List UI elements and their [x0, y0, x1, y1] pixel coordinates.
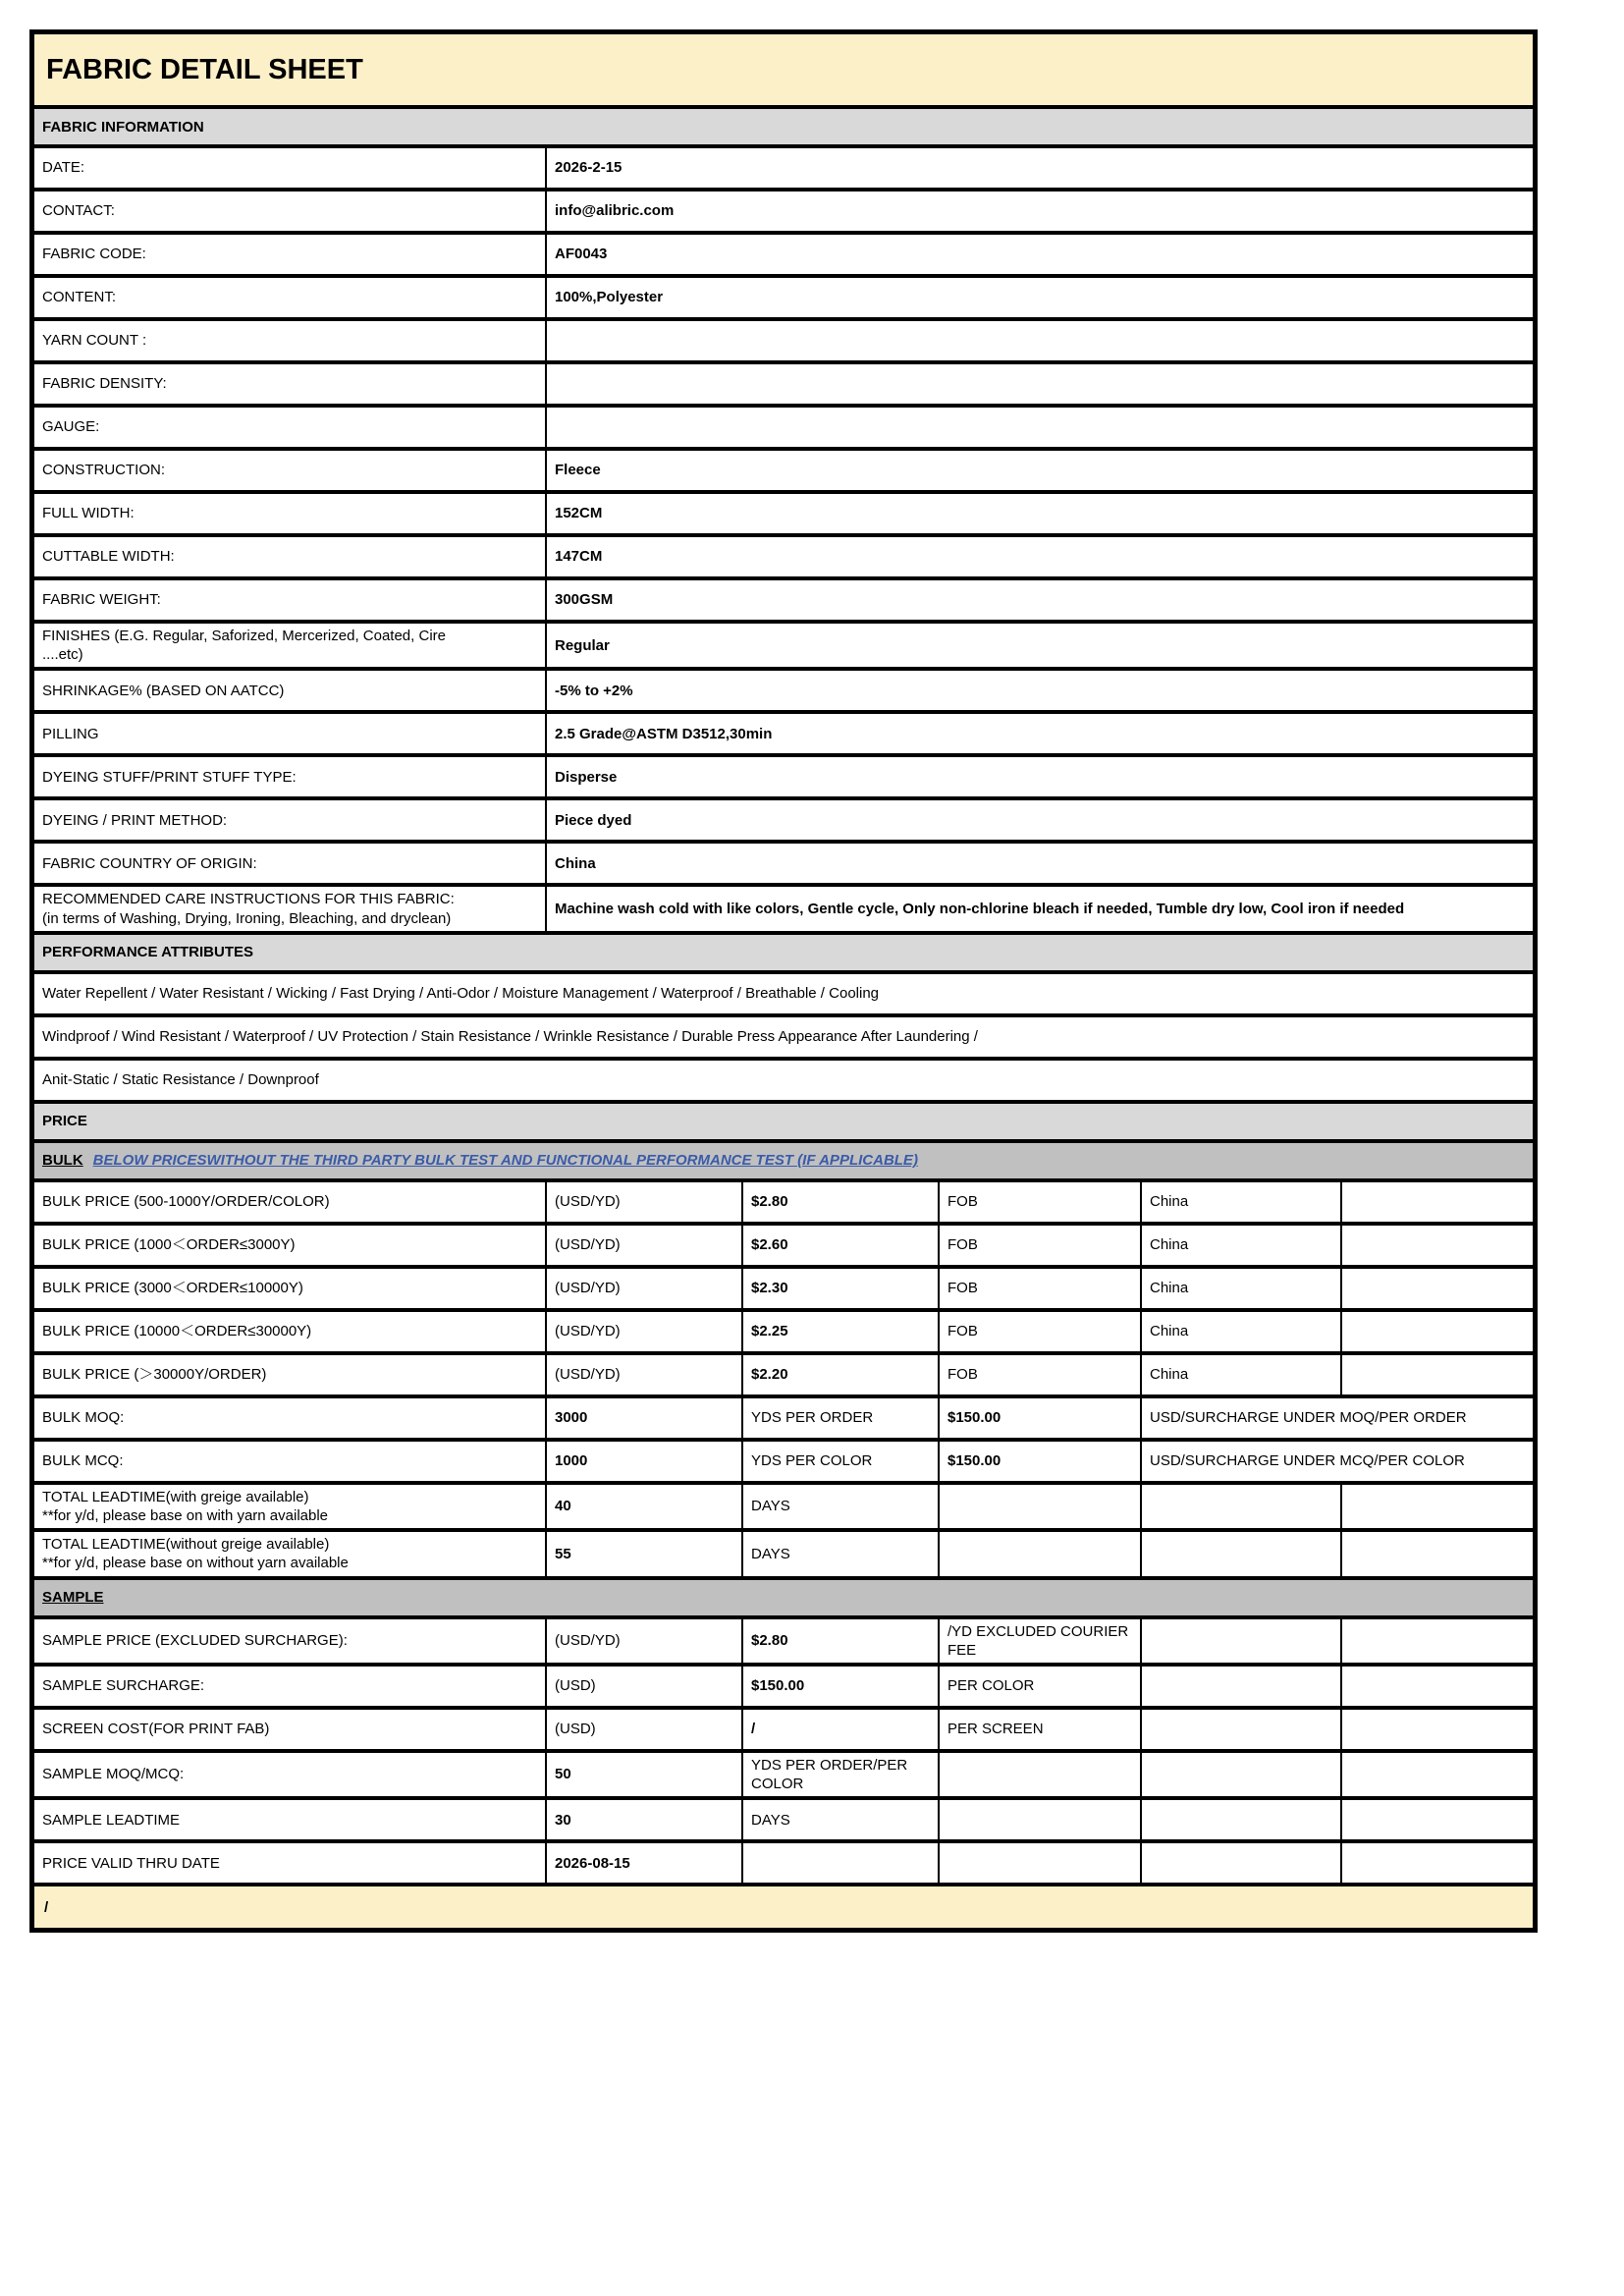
- sample-unit: (USD/YD): [545, 1619, 741, 1663]
- empty-cell: [1340, 1710, 1533, 1749]
- empty-cell: [938, 1800, 1140, 1839]
- empty-cell: [1140, 1532, 1340, 1575]
- bulk-price-unit: (USD/YD): [545, 1312, 741, 1351]
- empty-cell: [1140, 1843, 1340, 1883]
- info-value: Regular: [545, 624, 1533, 667]
- info-row-dyeing-method: [34, 796, 1533, 840]
- info-value: AF0043: [545, 235, 1533, 274]
- subsection-header-sample: [34, 1576, 1533, 1615]
- empty-cell: [938, 1485, 1140, 1528]
- info-row-full-width: [34, 490, 1533, 533]
- sample-value: 2026-08-15: [545, 1843, 741, 1883]
- leadtime-value: 40: [545, 1485, 741, 1528]
- info-value: [545, 321, 1533, 360]
- bulk-mcq-qty: 1000: [545, 1442, 741, 1481]
- performance-text: Water Repellent / Water Resistant / Wicking / Fast Drying / Anti-Odor / Moisture Management / Waterproof / Breathable / Cooling: [42, 985, 880, 1003]
- info-row-gauge: [34, 404, 1533, 447]
- leadtime-label-line2: **for y/d, please base on with yarn available: [42, 1506, 329, 1524]
- info-label: CONTENT:: [42, 289, 116, 306]
- sample-label: SCREEN COST(FOR PRINT FAB): [42, 1721, 270, 1738]
- sample-label: SAMPLE MOQ/MCQ:: [42, 1766, 185, 1783]
- subsection-header-bulk: [34, 1139, 1533, 1178]
- info-label: [34, 624, 545, 667]
- bulk-price-unit: (USD/YD): [545, 1355, 741, 1394]
- empty-cell: [741, 1843, 938, 1883]
- sample-value: 50: [545, 1753, 741, 1796]
- empty-cell: [1340, 1843, 1533, 1883]
- sample-value: $2.80: [741, 1619, 938, 1663]
- info-label: DATE:: [42, 159, 85, 177]
- sample-label: SAMPLE SURCHARGE:: [42, 1677, 205, 1695]
- bulk-price-term: FOB: [938, 1182, 1140, 1222]
- section-header-fabric-information: FABRIC INFORMATION: [34, 105, 1533, 144]
- bulk-mcq-fee: $150.00: [938, 1442, 1140, 1481]
- bulk-note-link-text: BELOW PRICESWITHOUT THE THIRD PARTY BULK TEST AND FUNCTIONAL PERFORMANCE TEST (IF APPLICABLE): [92, 1152, 918, 1170]
- info-label-line1: FINISHES (E.G. Regular, Saforized, Mercerized, Coated, Cire: [42, 628, 446, 644]
- performance-row: [34, 1013, 1533, 1057]
- leadtime-label-line1: TOTAL LEADTIME(without greige available): [42, 1536, 330, 1554]
- info-row-yarn-count: [34, 317, 1533, 360]
- info-value: Fleece: [545, 451, 1533, 490]
- empty-cell: [1340, 1312, 1533, 1351]
- fabric-detail-sheet: [29, 29, 1538, 1933]
- info-row-construction: [34, 447, 1533, 490]
- sample-row-leadtime: [34, 1796, 1533, 1839]
- leadtime-label: [34, 1532, 545, 1575]
- empty-cell: [1140, 1710, 1340, 1749]
- info-value: China: [545, 844, 1533, 883]
- section-header-price: PRICE: [34, 1100, 1533, 1139]
- bulk-price-label: BULK PRICE (1000＜ORDER≤3000Y): [42, 1236, 296, 1254]
- bulk-price-value: $2.60: [741, 1226, 938, 1265]
- bulk-title: BULK: [42, 1152, 83, 1170]
- info-label-line2: (in terms of Washing, Drying, Ironing, Bleaching, and dryclean): [42, 909, 452, 927]
- info-label: DYEING / PRINT METHOD:: [42, 811, 228, 829]
- bulk-moq-qty: 3000: [545, 1398, 741, 1438]
- info-label: YARN COUNT :: [42, 332, 147, 350]
- info-row-pilling: [34, 710, 1533, 753]
- empty-cell: [938, 1753, 1140, 1796]
- empty-cell: [1340, 1532, 1533, 1575]
- info-label: CUTTABLE WIDTH:: [42, 548, 175, 566]
- info-value: -5% to +2%: [545, 671, 1533, 710]
- bulk-price-origin: China: [1140, 1182, 1340, 1222]
- sample-unit: (USD): [545, 1710, 741, 1749]
- bulk-price-label: BULK PRICE (500-1000Y/ORDER/COLOR): [42, 1193, 330, 1211]
- performance-row: [34, 1057, 1533, 1100]
- sample-unit: (USD): [545, 1667, 741, 1706]
- info-label: FABRIC COUNTRY OF ORIGIN:: [42, 854, 257, 872]
- bulk-mcq-unit: YDS PER COLOR: [741, 1442, 938, 1481]
- info-value: Piece dyed: [545, 800, 1533, 840]
- sample-note: /YD EXCLUDED COURIER FEE: [938, 1619, 1140, 1663]
- info-label: FABRIC WEIGHT:: [42, 591, 161, 609]
- leadtime-label-line2: **for y/d, please base on without yarn available: [42, 1555, 349, 1572]
- sample-unit: YDS PER ORDER/PER COLOR: [741, 1753, 938, 1796]
- leadtime-unit: DAYS: [741, 1485, 938, 1528]
- performance-row: [34, 970, 1533, 1013]
- leadtime-label-line1: TOTAL LEADTIME(with greige available): [42, 1488, 309, 1505]
- bulk-price-row: [34, 1265, 1533, 1308]
- empty-cell: [1140, 1667, 1340, 1706]
- info-value: 152CM: [545, 494, 1533, 533]
- info-value: 2026-2-15: [545, 148, 1533, 188]
- performance-text: Anit-Static / Static Resistance / Downproof: [42, 1071, 319, 1089]
- info-row-care-instructions: [34, 883, 1533, 930]
- info-label: CONSTRUCTION:: [42, 462, 165, 479]
- sample-row-screen-cost: [34, 1706, 1533, 1749]
- sample-row-moq: [34, 1749, 1533, 1796]
- bulk-price-origin: China: [1140, 1269, 1340, 1308]
- bulk-moq-note: USD/SURCHARGE UNDER MOQ/PER ORDER: [1140, 1398, 1533, 1438]
- page-title: FABRIC DETAIL SHEET: [34, 34, 1533, 105]
- bulk-moq-unit: YDS PER ORDER: [741, 1398, 938, 1438]
- sample-row-price: [34, 1615, 1533, 1663]
- info-row-country-of-origin: [34, 840, 1533, 883]
- bulk-price-unit: (USD/YD): [545, 1182, 741, 1222]
- info-label: FULL WIDTH:: [42, 505, 135, 522]
- info-value: Machine wash cold with like colors, Gentle cycle, Only non-chlorine bleach if needed, Tumble dry low, Cool iron if needed: [545, 887, 1533, 930]
- sample-row-price-valid: [34, 1839, 1533, 1883]
- info-label: FABRIC DENSITY:: [42, 375, 167, 393]
- info-row-content: [34, 274, 1533, 317]
- empty-cell: [1340, 1355, 1533, 1394]
- empty-cell: [1340, 1182, 1533, 1222]
- empty-cell: [1340, 1753, 1533, 1796]
- sample-unit: DAYS: [741, 1800, 938, 1839]
- section-header-performance-attributes: PERFORMANCE ATTRIBUTES: [34, 931, 1533, 970]
- bulk-price-term: FOB: [938, 1269, 1140, 1308]
- info-row-date: [34, 144, 1533, 188]
- empty-cell: [1340, 1485, 1533, 1528]
- performance-text: Windproof / Wind Resistant / Waterproof / UV Protection / Stain Resistance / Wrinkle Resistance / Durable Press Appearance After Laundering /: [42, 1028, 978, 1046]
- bulk-price-value: $2.80: [741, 1182, 938, 1222]
- empty-cell: [1140, 1753, 1340, 1796]
- bulk-moq-fee: $150.00: [938, 1398, 1140, 1438]
- bulk-price-row: [34, 1351, 1533, 1394]
- info-row-fabric-code: [34, 231, 1533, 274]
- bulk-moq-row: [34, 1394, 1533, 1438]
- info-label: DYEING STUFF/PRINT STUFF TYPE:: [42, 768, 297, 786]
- info-label: CONTACT:: [42, 202, 115, 220]
- bulk-moq-label: BULK MOQ:: [42, 1409, 125, 1427]
- sample-label: SAMPLE PRICE (EXCLUDED SURCHARGE):: [42, 1632, 348, 1650]
- leadtime-unit: DAYS: [741, 1532, 938, 1575]
- empty-cell: [938, 1532, 1140, 1575]
- empty-cell: [1140, 1619, 1340, 1663]
- sample-note: PER SCREEN: [938, 1710, 1140, 1749]
- bulk-price-label: BULK PRICE (3000＜ORDER≤10000Y): [42, 1280, 303, 1297]
- info-value: 147CM: [545, 537, 1533, 576]
- info-value: 100%,Polyester: [545, 278, 1533, 317]
- bulk-price-value: $2.25: [741, 1312, 938, 1351]
- empty-cell: [1340, 1619, 1533, 1663]
- info-label: [34, 887, 545, 930]
- info-label: PILLING: [42, 725, 99, 742]
- info-value: info@alibric.com: [545, 191, 1533, 231]
- sample-value: $150.00: [741, 1667, 938, 1706]
- sample-row-surcharge: [34, 1663, 1533, 1706]
- info-row-contact: [34, 188, 1533, 231]
- info-value: [545, 364, 1533, 404]
- info-value: 300GSM: [545, 580, 1533, 620]
- empty-cell: [1340, 1667, 1533, 1706]
- bulk-mcq-label: BULK MCQ:: [42, 1452, 124, 1470]
- footer-remark: /: [34, 1883, 1533, 1928]
- info-value: 2.5 Grade@ASTM D3512,30min: [545, 714, 1533, 753]
- bulk-price-term: FOB: [938, 1355, 1140, 1394]
- info-row-finishes: [34, 620, 1533, 667]
- info-row-fabric-density: [34, 360, 1533, 404]
- bulk-price-label: BULK PRICE (＞30000Y/ORDER): [42, 1366, 267, 1384]
- sample-note: PER COLOR: [938, 1667, 1140, 1706]
- sample-value: 30: [545, 1800, 741, 1839]
- sample-title: SAMPLE: [42, 1589, 104, 1606]
- sample-label: PRICE VALID THRU DATE: [42, 1854, 220, 1872]
- leadtime-row-without-greige: [34, 1528, 1533, 1575]
- leadtime-value: 55: [545, 1532, 741, 1575]
- info-row-fabric-weight: [34, 576, 1533, 620]
- leadtime-label: [34, 1485, 545, 1528]
- sample-value: /: [741, 1710, 938, 1749]
- bulk-mcq-row: [34, 1438, 1533, 1481]
- bulk-price-value: $2.20: [741, 1355, 938, 1394]
- empty-cell: [938, 1843, 1140, 1883]
- bulk-price-unit: (USD/YD): [545, 1226, 741, 1265]
- bulk-price-row: [34, 1222, 1533, 1265]
- bulk-price-origin: China: [1140, 1355, 1340, 1394]
- bulk-price-unit: (USD/YD): [545, 1269, 741, 1308]
- empty-cell: [1340, 1800, 1533, 1839]
- empty-cell: [1340, 1226, 1533, 1265]
- bulk-price-origin: China: [1140, 1312, 1340, 1351]
- info-label-line2: ....etc): [42, 646, 83, 664]
- bulk-price-label: BULK PRICE (10000＜ORDER≤30000Y): [42, 1323, 312, 1340]
- info-value: Disperse: [545, 757, 1533, 796]
- bulk-price-row: [34, 1178, 1533, 1222]
- bulk-price-row: [34, 1308, 1533, 1351]
- empty-cell: [1140, 1800, 1340, 1839]
- info-label: GAUGE:: [42, 418, 100, 436]
- info-row-dyeing-stuff: [34, 753, 1533, 796]
- info-row-shrinkage: [34, 667, 1533, 710]
- info-row-cuttable-width: [34, 533, 1533, 576]
- bulk-mcq-note: USD/SURCHARGE UNDER MCQ/PER COLOR: [1140, 1442, 1533, 1481]
- info-value: [545, 408, 1533, 447]
- bulk-price-value: $2.30: [741, 1269, 938, 1308]
- info-label-line1: RECOMMENDED CARE INSTRUCTIONS FOR THIS FABRIC:: [42, 891, 455, 908]
- info-label: FABRIC CODE:: [42, 246, 146, 263]
- empty-cell: [1340, 1269, 1533, 1308]
- empty-cell: [1140, 1485, 1340, 1528]
- sample-label: SAMPLE LEADTIME: [42, 1811, 181, 1829]
- bulk-price-origin: China: [1140, 1226, 1340, 1265]
- leadtime-row-with-greige: [34, 1481, 1533, 1528]
- bulk-price-term: FOB: [938, 1226, 1140, 1265]
- info-label: SHRINKAGE% (BASED ON AATCC): [42, 682, 285, 699]
- bulk-price-term: FOB: [938, 1312, 1140, 1351]
